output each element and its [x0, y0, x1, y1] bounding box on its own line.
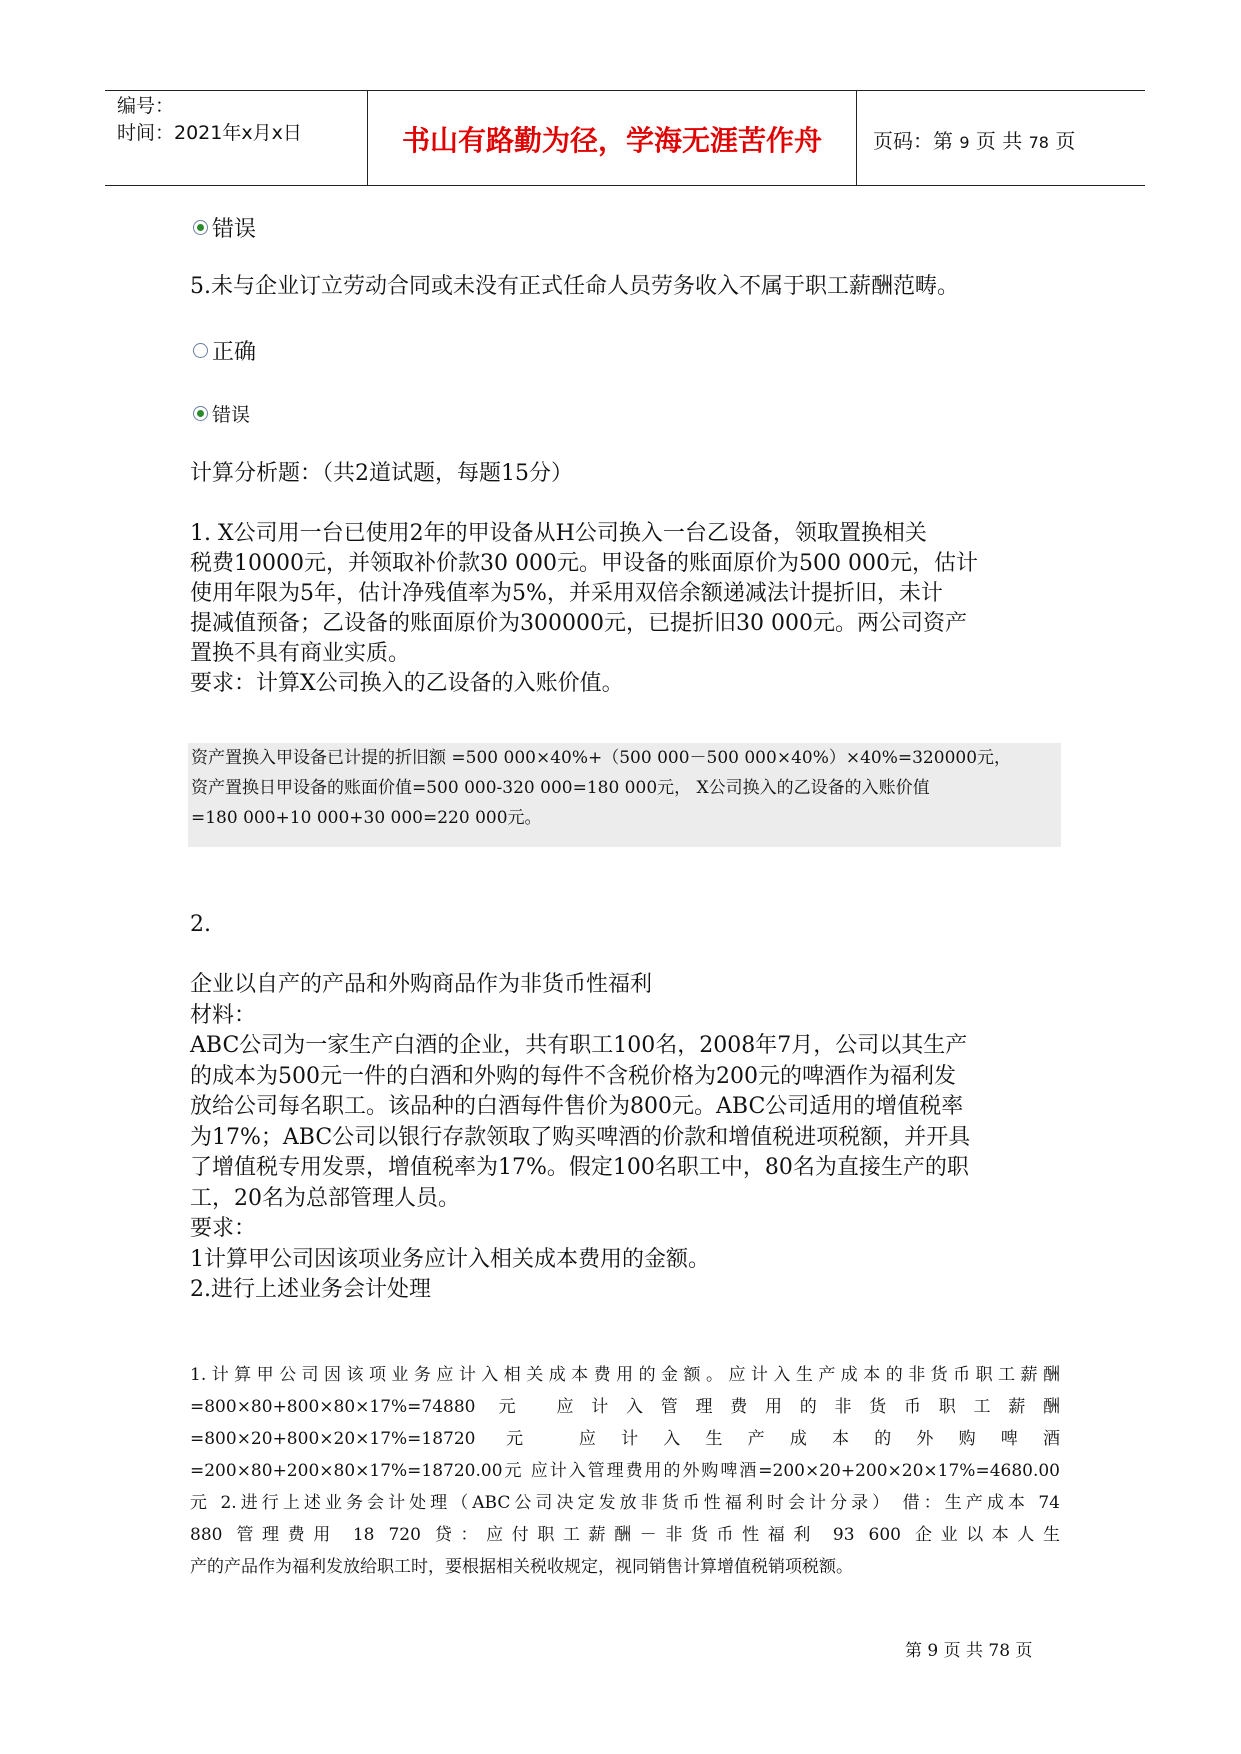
q5-option-true[interactable]: 正确	[193, 335, 256, 366]
header-motto: 书山有路勤为径，学海无涯苦作舟	[401, 124, 822, 157]
calc-question-2-number: 2.	[190, 912, 211, 937]
page-number: 9	[959, 133, 970, 152]
page-indicator: 页码：第 9 页 共 78 页	[873, 129, 1076, 153]
answer-2: 1.计算甲公司因该项业务应计入相关成本费用的金额。应计入生产成本的非货币职工薪酬 =800×80+800×80×17%=74880 元 应计入管理费用的非货币职工薪酬 =800×20+800×20×17%=18720 元 应计入生产成本的外购啤酒 =200×80+200×80×17%=18720.00元 应计入管理费用的外购啤酒=200×20+200×20×17%=4680.00 元 2.进行上述业务会计处理（ABC公司决定发放非货币性福利时会计分录） 借：生产成本 74 880 管理费用 18 720 贷：应付职工薪酬－非货币性福利 93 600 企业以本人生 产的产品作为福利发放给职工时，要根据相关税收规定，视同销售计算增值税销项税额。	[190, 1365, 1060, 1577]
header-meta	[117, 93, 302, 147]
time-label: 时间：2021年x月x日	[117, 122, 302, 144]
answer-1: 资产置换入甲设备已计提的折旧额 =500 000×40%+（500 000－500 000×40%）×40%=320000元， 资产置换日甲设备的账面价值=500 000-320 000=180 000元， X公司换入的乙设备的入账价值 =180 000+10 000+30 000=220 000元。	[188, 743, 1061, 847]
header-divider	[856, 91, 857, 185]
calc-question-1: 1. X公司用一台已使用2年的甲设备从H公司换入一台乙设备，领取置换相关 税费10000元，并领取补价款30 000元。甲设备的账面原价为500 000元，估计 使用年限为5年，估计净残值率为5%，并采用双倍余额递减法计提折旧，未计 提减值预备；乙设备的账面原价为300000元，已提折旧30 000元。两公司资产 置换不具有商业实质。 要求：计算X公司换入的乙设备的入账价值。	[190, 521, 978, 696]
question-5: 5.未与企业订立劳动合同或未没有正式任命人员劳务收入不属于职工薪酬范畴。	[190, 274, 959, 299]
calc-question-2: 企业以自产的产品和外购商品作为非货币性福利 材料： ABC公司为一家生产白酒的企业，共有职工100名，2008年7月，公司以其生产 的成本为500元一件的白酒和外购的每件不含税价格为200元的啤酒作为福利发 放给公司每名职工。该品种的白酒每件售价为800元。ABC公司适用的增值税率 为17%；ABC公司以银行存款领取了购买啤酒的价款和增值税进项税额，并开具 了增值税专用发票，增值税率为17%。假定100名职工中，80名为直接生产的职 工，20名为总部管理人员。 要求： 1计算甲公司因该项业务应计入相关成本费用的金额。 2.进行上述业务会计处理	[190, 972, 971, 1302]
q4-option-false[interactable]: 错误	[193, 212, 256, 243]
page-header	[105, 90, 1145, 186]
code-label: 编号：	[117, 95, 175, 117]
radio-selected-icon[interactable]	[193, 220, 208, 235]
page-total: 78	[1028, 133, 1049, 152]
q5-option-false[interactable]: 错误	[193, 400, 250, 427]
radio-selected-icon[interactable]	[193, 406, 208, 421]
page-footer: 第 9 页 共 78 页	[905, 1641, 1033, 1661]
section-title: 计算分析题：（共2道试题，每题15分）	[190, 461, 573, 486]
radio-unselected-icon[interactable]	[193, 343, 208, 358]
